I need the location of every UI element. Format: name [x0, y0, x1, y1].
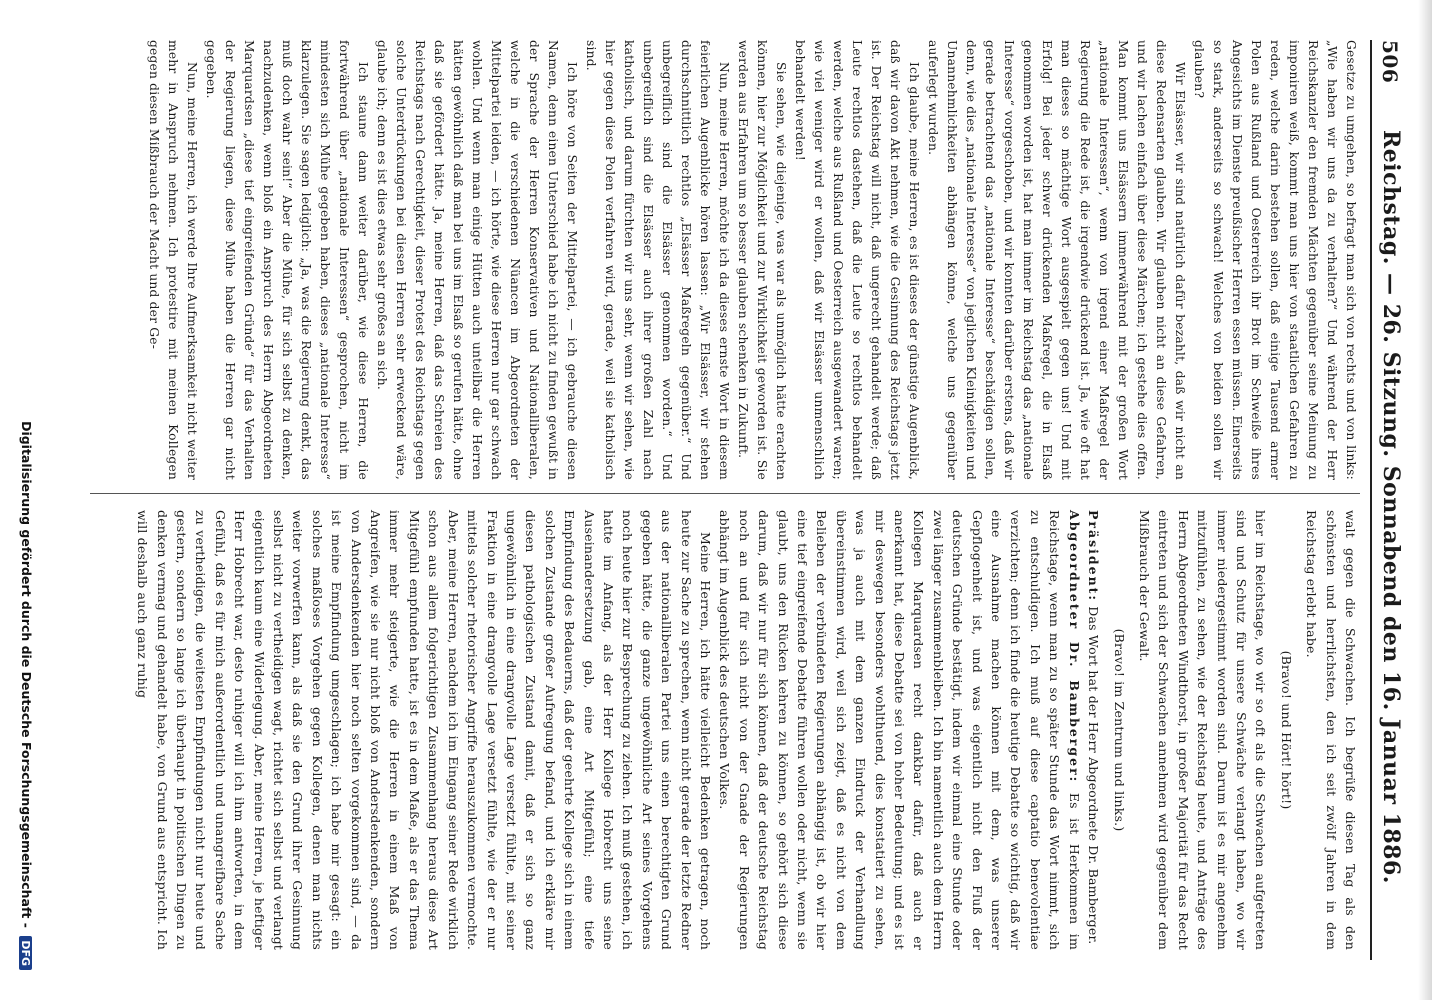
paragraph-text: hier im Reichstage, wo wir so oft als die Schwachen aufgetreten sind und Schutz für unsere Schwäche verlangt haben, wo wir immer niedergestimmt worden sind. Darum ist es mir angenehm mitzufühlen, zu sehen, wie der Reichstag heute, und Anträge des Herrn Abgeordneten Windthorst, in großer Majorität für das Recht eintreten und sich der Schwachen annehmen wird gegenüber dem Mißbrauch der Gewalt.: [1136, 510, 1269, 950]
header-rule: [1370, 40, 1372, 960]
page-number: 506: [1378, 40, 1402, 84]
left-column-paragraph: [201, 40, 372, 480]
page-header: [1372, 40, 1406, 960]
paragraph-text: Nun, meine Herren, möchte ich da dieses ernste Wort in diesem feierlichen Augenblicke hören lassen: „Wir Elsässer, wir stehen durchschnittlich rechtlos „Elsässer Maßregeln gegenüber.“ Und unbegreiflich sind die Elsässer genommen worden.“ Und unbegreiflich sind die Elsässer auch ihrer großen Zahl nach katholisch, und darum fürchten wir uns sehr, wenn wir sehen, wie hier gegen diese Polen verfahren wird, gerade, weil sie katholisch sind.: [584, 40, 731, 480]
paragraph-text: Sie sehen, wie diejenige, was war als unmöglich hätte erachten können, hier zur Möglichkeit und zur Wirklichkeit geworden ist. Sie werden aus Erfahren um so besser glauben schenken in Zukunft.: [736, 40, 788, 480]
paragraph-text: Meine Herren, ich hätte vielleicht Bedenken getragen, noch heute zur Sache zu sprechen, wenn nicht gerade der letzte Redner aus der nationalliberalen Partei uns einen berechtigten Grund gegeben hätte, die ganze ungewöhnliche Art seines Vorgehens noch heute hier zur Besprechung zu ziehen. Ich muß gestehen, ich hatte im Anfang, als der Herr Kollege Hobrecht uns seine Auseinandersetzung gab, eine Art Mitgefühl; eine tiefe Empfindung des Bedauerns, daß der geehrte Kollege sich in einem solchen Zustande großer Aufregung befand, und ich erkläre mir diesen pathologischen Zustand damit, daß er sich so ganz ungewöhnlich in eine drangvolle Lage versetzt fühlte, mit seiner Fraktion in eine drangvolle Lage versetzt fühlte, wie der er nur mittels solcher rhetorischer Angriffe herauszukommen vermochte. Aber, meine Herren, nachdem ich im Eingang seiner Rede wirklich schon aus allem folgerichtigen Zusammenhang heraus diese Art Mitgefühl empfunden hatte, ist es in dem Maße, als er das Thema immer mehr steigerte, wie die Herren in einem Maß von Angreifen, wie sie nur nicht bloß von Andersdenkenden, sondern von Andersdenkenden hier noch selten vorgekommen sind, — da ist meine Empfindung umgeschlagen; ich habe mir gesagt: ein solches maßloses Vorgehen gegen Kollegen, denen man nichts weiter vorwerfen kann, als daß sie den Grund ihrer Gesinnung selbst nicht zu vertheidigen wagt, richtet sich selbst und verlangt eigentlich kaum eine Widerlegung. Aber, meine Herren, je heftiger Herr Hobrecht war, desto ruhiger will ich ihm antworten, in dem Gefühl, daß es für mich außerordentlich und unangreifbare Sache zu vertheidigen, die weitesten Empfindungen nicht nur heute und gestern, sondern so lange ich überhaupt in politischen Dingen zu denken vermag und gehandelt habe, von Grund aus entspricht. Ich will deshalb auch ganz ruhig: [135, 510, 713, 950]
right-column-paragraph: [1084, 510, 1103, 950]
digitization-footer: [19, 0, 34, 1000]
right-column-paragraph: [1276, 510, 1295, 950]
speaker-name: Präsident:: [1086, 510, 1102, 603]
paragraph-text: Ich staune dann weiter darüber, wie diese Herren, die fortwährend über „nationale Interessen“ gesprochen, nicht im mindesten sich Mühe gegeben haben, dieses „nationale Interesse“ klarzulegen. Sie sagen lediglich: „Ja, was die Regierung denkt, das muß doch wahr sein!“ Aber die Mühe, für sich selbst zu denken, nachzudenken, wenn bloß ein Anspruch des Herrn Abgeordneten Marquardsen „diese tief eingreifenden Gründe“ für das Verhalten der Regierung liegen, diese Mühe haben die Herren gar nicht gegeben.: [204, 40, 370, 480]
right-column-paragraph: [1109, 510, 1128, 950]
running-title: Reichstag. — 26. Sitzung. Sonnabend den 16. Januar 1886.: [1378, 130, 1404, 884]
paragraph-text: (Bravo! und Hört! hört!): [1278, 650, 1294, 810]
paragraph-text: (Bravo! im Zentrum und links.): [1111, 628, 1127, 832]
left-column-paragraph: [923, 40, 1189, 480]
scan-edge: [1418, 0, 1432, 1000]
left-column-paragraph: [372, 40, 581, 480]
right-column-paragraph: [1302, 510, 1360, 950]
footer-credit: Digitalisierung gefördert durch die Deutsche Forschungsgemeinschaft -: [19, 421, 34, 928]
paragraph-text: Es ist Herkommen im Reichstage, wenn man zu so später Stunde das Wort nimmt, sich zu entschuldigen. Ich muß auf diese captatio benevolentiae verzichten; denn ich finde die heutige Debatte so wichtig, daß wir eine Ausnahme machen können mit dem, was unserer Gepflogenheit ist, und was eigentlich nicht den Fluß der deutschen Gründe bestätigt, indem wir einmal eine Stunde oder zwei länger zusammenbleiben. Ich bin namentlich auch dem Herrn Kollegen Marquardsen recht dankbar dafür, daß auch er anerkannt hat, diese Debatte sei von hoher Bedeutung; und es ist mir deswegen besonders wohlthuend, dies konstatiert zu sehen, was ja auch mit dem ganzen Eindruck der Verhandlung übereinstimmen wird, weil sich zeigt, daß es nicht von dem Belieben der verbündeten Regierungen abhängig ist, ob wir hier eine tief eingreifende Debatte führen wollen oder nicht, wenn sie glaubt, uns den Rücken kehren zu können, so gehört sich diese darum, daß wir nur für sich können, daß der deutsche Reichstag noch an und für sich nicht von der Gnade der Regierungen abhängt im Augenblick des deutschen Volkes.: [717, 510, 1082, 950]
left-column-paragraph: [581, 40, 733, 480]
speaker-name: Abgeordneter Dr. Bamberger:: [1066, 510, 1082, 784]
paragraph-text: Ich glaube, meine Herren, es ist dieses der günstige Augenblick, daß wir davon Akt nehmen, wie die Gesinnung des Reichstags jetzt ist. Der Reichstag will nicht, daß ungerecht gehandelt werde; daß Leute rechtlos dastehen, daß die Leute so rechtlos behandelt werden, welche aus Rußland und Oesterreich ausgewandert waren; wie viel weniger wird er wollen, daß wir Elsässer unmenschlich behandelt werden!: [793, 40, 921, 480]
paragraph-text: Ich höre von Seiten der Mittelpartei, — ich gebrauche diesen Namen, denn einen Unterschied habe ich nicht zu finden gewußt in der Sprache der Herren Konservativen und Nationalliberalen, welche in die verschiedenen Nüancen im Abgeordneten der Mittelpartei leiden, — ich hörte, wie diese Herren nur gar schwach wohlen. Und wenn man einige Hütten auch unteilbar die Herren hätten gewöhnlich daß man bei uns im Elsaß so gerufen hätte, ohne daß sie gefördert hätte. Ja, meine Herren, daß das Schreien des Reichstags nach Gerechtigkeit, dieser Protest des Reichstags gegen solche Unterdrückungen bei diesen Herren sehr erweckend wäre, glaube ich; denn es ist dies etwas sehr großes an sich.: [375, 40, 579, 480]
paragraph-text: Das Wort hat der Herr Abgeordnete Dr. Bamberger.: [1086, 606, 1102, 945]
right-column-paragraph: [715, 510, 1084, 950]
dfg-logo: DFG: [19, 936, 32, 970]
paragraph-text: Nun, meine Herren, ich werde Ihre Aufmerksamkeit nicht weiter mehr in Anspruch nehmen. Ich protestire mit meinen Kollegen gegen diesen Mißbrauch der Macht und der Ge-: [147, 40, 199, 480]
left-text-column: [90, 40, 1360, 480]
paragraph-text: Wir Elsässer, wir sind natürlich dafür bezahlt, daß wir nicht an diese Redensarten glauben. Wir glauben nicht an diese Gefahren, und wir lachen einfach über diese Märchen; ich gestehe dies offen. Man kommt uns Elsässern immerwährend mit der großen Wort „nationale Interessen“, wenn von irgend einer Maßregel der Regierung die Rede ist, die irgendwie drückend ist. Ja, wie oft hat man dieses so mächtige Wort ausgespielt gegen uns! Und mit Erfolg! Bei jeder schwer drückenden Maßregel, die in Elsaß genommen worden ist, hat man immer im Reichstag das „nationale Interesse“ vorgeschoben, und wir konnten darüber erstens, daß wir gerade betrachtend das „nationale Interesse“ beschädigen sollen, denn, wie dies „nationale Interesse“ von jeglichen Kleinigkeiten und Unannehmlichkeiten abhängen könne, welche uns gegenüber auferlegt wurden.: [926, 40, 1187, 480]
column-divider: [90, 493, 1360, 494]
left-column-paragraph: [144, 40, 201, 480]
right-text-column: [90, 510, 1360, 950]
right-column-paragraph: [133, 510, 715, 950]
right-column-paragraph: [1135, 510, 1271, 950]
paragraph-text: walt gegen die Schwachen. Ich begrüße diesen Tag als den schönsten und herrlichsten, den ich seit zwölf Jahren in dem Reichstag erlebt habe.: [1304, 510, 1358, 950]
left-column-paragraph: [733, 40, 790, 480]
left-column-paragraph: [790, 40, 923, 480]
paragraph-text: Gesetze zu umgehen, so befragt man sich von rechts und von links: „Wie haben wir uns da zu verhalten?“ Und während der Herr Reichskanzler den fremden Mächten gegenüber seine Meinung zu imponiren weiß, kommt man uns hier von staatlichen Gefahren zu reden, welche darin bestehen sollen, daß einige Tausend armer Polen aus Rußland und Oesterreich ihr Brot im Schweiße ihres Angesichts im Dienste preußischer Herren essen müssen. Einerseits so stark, anderseits so schwach! Welches von beiden sollen wir glauben?: [1192, 40, 1358, 480]
left-column-paragraph: [1189, 40, 1360, 480]
